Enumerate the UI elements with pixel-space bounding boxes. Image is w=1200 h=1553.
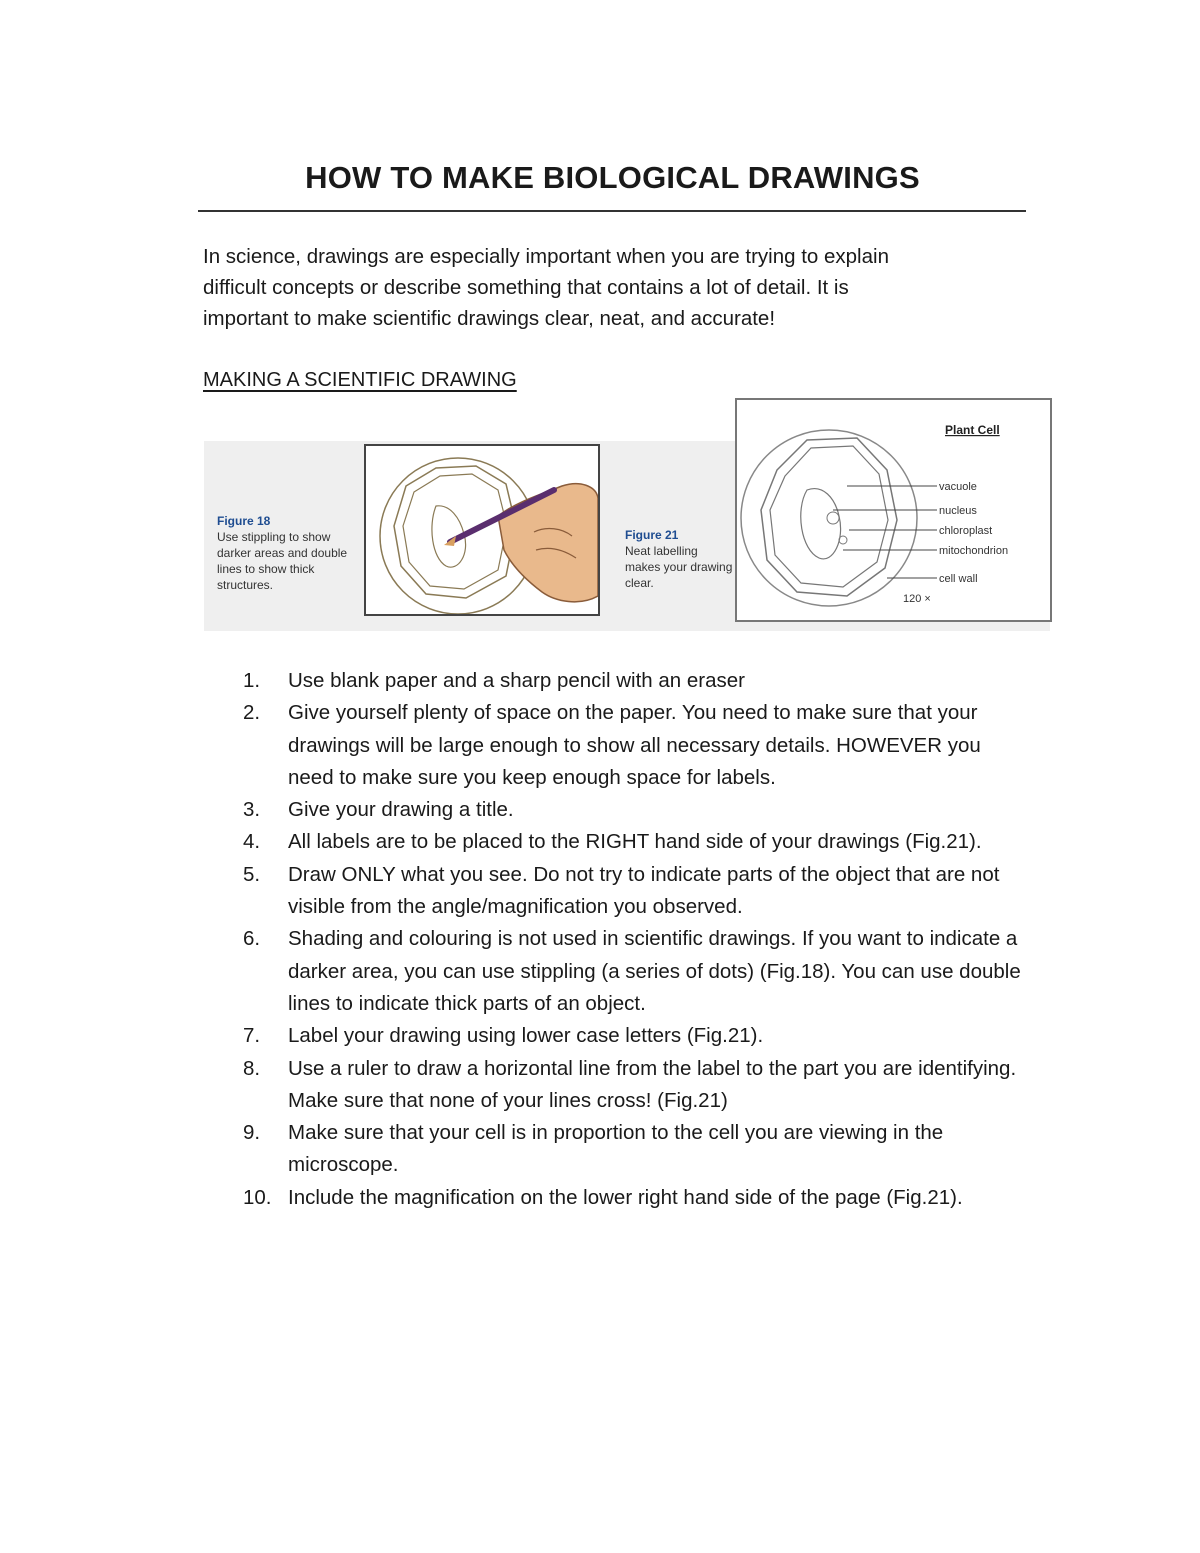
list-item-text: Shading and colouring is not used in scientific drawings. If you want to indicate a darker area, you can use stippling (a series of dots) (Fig.18). You can use double lines to indicate thick parts of an object. bbox=[288, 927, 1021, 1015]
list-item-text: Use blank paper and a sharp pencil with an eraser bbox=[288, 669, 745, 692]
list-item bbox=[243, 665, 1023, 697]
list-item-number: 9. bbox=[243, 1121, 261, 1145]
magnification-label: 120 × bbox=[903, 593, 931, 605]
plant-cell-title: Plant Cell bbox=[945, 423, 1000, 437]
list-item-text: Use a ruler to draw a horizontal line from the label to the part you are identifying. Make sure that none of your lines cross! (Fig.21) bbox=[288, 1056, 1017, 1112]
label-vacuole: vacuole bbox=[939, 481, 977, 493]
list-item-text: Make sure that your cell is in proportion to the cell you are viewing in the microscope. bbox=[288, 1121, 944, 1177]
intro-line: difficult concepts or describe something that contains a lot of detail. It is bbox=[203, 276, 849, 299]
figure-strip bbox=[204, 423, 1050, 631]
list-item-number: 4. bbox=[243, 830, 261, 854]
list-item-text: Give yourself plenty of space on the paper. You need to make sure that your drawings will be large enough to show all necessary details. HOWEVER you need to make sure you keep enough space for labels. bbox=[288, 701, 981, 789]
list-item-text: Draw ONLY what you see. Do not try to indicate parts of the object that are not visible from the angle/magnification you observed. bbox=[288, 862, 1000, 919]
intro-line: In science, drawings are especially important when you are trying to explain bbox=[203, 245, 889, 268]
title-divider bbox=[198, 210, 1026, 212]
plant-cell-diagram bbox=[737, 400, 1050, 620]
list-item-number: 3. bbox=[243, 798, 261, 822]
label-mitochondrion: mitochondrion bbox=[939, 545, 1009, 557]
list-item-number: 10. bbox=[243, 1185, 272, 1209]
page-title: HOW TO MAKE BIOLOGICAL DRAWINGS bbox=[305, 160, 920, 195]
list-item-text: All labels are to be placed to the RIGHT hand side of your drawings (Fig.21). bbox=[288, 830, 982, 854]
label-cell-wall: cell wall bbox=[939, 573, 978, 585]
section-heading: MAKING A SCIENTIFIC DRAWING bbox=[203, 369, 517, 391]
label-chloroplast: chloroplast bbox=[939, 525, 993, 537]
list-item-text: Label your drawing using lower case letters (Fig.21). bbox=[288, 1024, 764, 1048]
list-item-text: Give your drawing a title. bbox=[288, 798, 514, 822]
list-item-number: 8. bbox=[243, 1056, 261, 1080]
instructions-list bbox=[243, 665, 1023, 1214]
list-item-number: 5. bbox=[243, 862, 261, 886]
figure-18-caption bbox=[217, 513, 367, 593]
label-nucleus: nucleus bbox=[939, 505, 977, 517]
intro-paragraph bbox=[203, 241, 1033, 334]
list-item bbox=[243, 1182, 1023, 1214]
figure-21-illustration bbox=[735, 398, 1052, 622]
list-item-number: 7. bbox=[243, 1024, 261, 1048]
list-item-number: 2. bbox=[243, 701, 261, 725]
figure-21-caption bbox=[625, 527, 735, 591]
list-item bbox=[243, 794, 1023, 826]
list-item bbox=[243, 697, 1023, 794]
list-item-number: 1. bbox=[243, 669, 261, 692]
list-item-text: Include the magnification on the lower right hand side of the page (Fig.21). bbox=[288, 1185, 963, 1209]
list-item bbox=[243, 923, 1023, 1020]
list-item bbox=[243, 826, 1023, 858]
figure-21-label: Figure 21 bbox=[625, 528, 679, 542]
hand-drawing-cell-image bbox=[366, 446, 598, 614]
list-item bbox=[243, 1020, 1023, 1052]
figure-18-illustration bbox=[364, 444, 600, 616]
list-item bbox=[243, 859, 1023, 924]
list-item-number: 6. bbox=[243, 927, 261, 951]
list-item bbox=[243, 1117, 1023, 1182]
list-item bbox=[243, 1053, 1023, 1118]
figure-18-text: Use stippling to show darker areas and double lines to show thick structures. bbox=[217, 530, 348, 592]
figure-21-text: Neat labelling makes your drawing clear. bbox=[625, 544, 733, 590]
figure-18-label: Figure 18 bbox=[217, 514, 271, 528]
intro-line: important to make scientific drawings clear, neat, and accurate! bbox=[203, 307, 776, 330]
